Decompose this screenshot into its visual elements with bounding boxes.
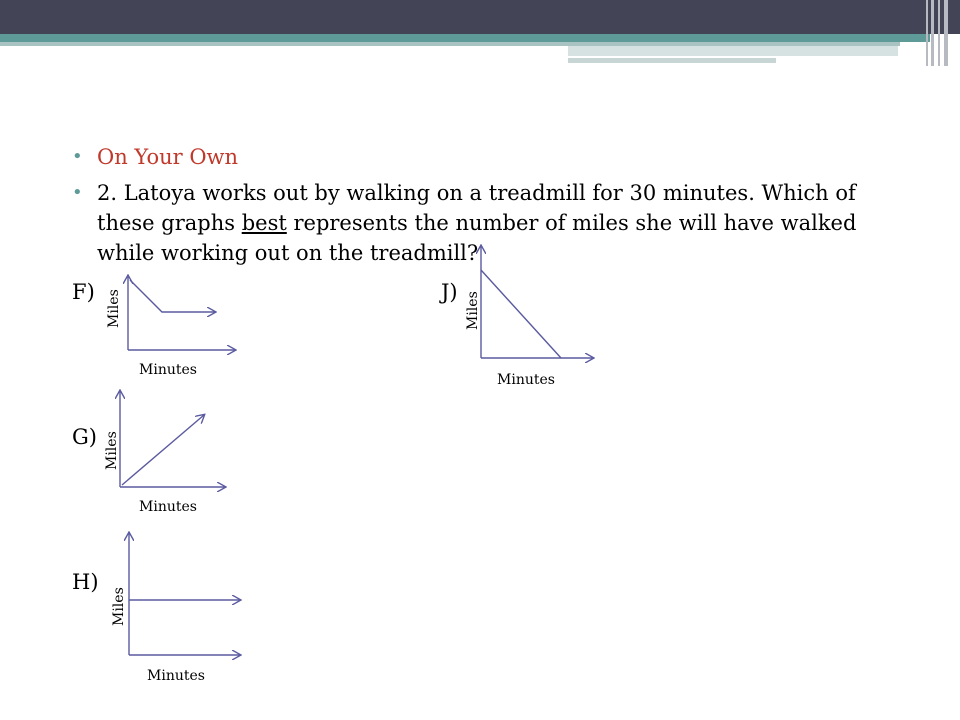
- graph-g: [104, 391, 225, 515]
- graph-g-ylabel: Miles: [104, 431, 120, 470]
- graph-f-line: [130, 280, 215, 312]
- bullet-dot: •: [72, 182, 83, 203]
- graph-h-xlabel: Minutes: [147, 668, 205, 684]
- heading-text: On Your Own: [97, 145, 239, 169]
- graph-h-ylabel: Miles: [111, 587, 127, 626]
- graph-j-xlabel: Minutes: [497, 372, 555, 388]
- bullet-dot: •: [72, 146, 83, 167]
- graph-j-line: [481, 270, 561, 358]
- graph-f: [106, 276, 235, 378]
- option-f-label: F): [72, 280, 95, 304]
- graph-g-line: [122, 415, 204, 485]
- question-text-post: represents the number of miles she will have walked while working out on the treadmill?: [97, 211, 857, 265]
- graph-g-xlabel: Minutes: [139, 499, 197, 515]
- graph-f-xlabel: Minutes: [139, 362, 197, 378]
- question-text-emphasis: best: [241, 211, 287, 235]
- option-j-label: J): [441, 280, 458, 304]
- question-text-pre: 2. Latoya works out by walking on a treadmill for 30 minutes. Which of these graphs: [97, 181, 856, 235]
- option-h-label: H): [72, 570, 99, 594]
- graph-j: [465, 246, 593, 388]
- graph-h: [111, 533, 240, 684]
- option-g-label: G): [72, 425, 97, 449]
- graph-f-ylabel: Miles: [106, 289, 122, 328]
- graph-j-ylabel: Miles: [465, 291, 481, 330]
